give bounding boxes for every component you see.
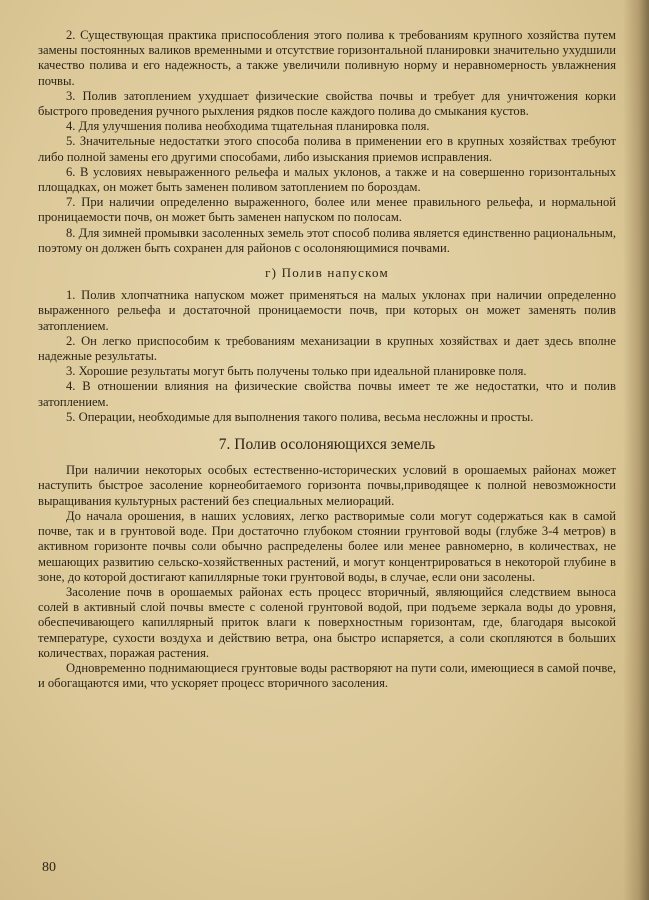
paragraph-b-2: 2. Он легко приспособим к требованиям механизации в крупных хозяйствах и дает здесь вполне надежные результаты. bbox=[38, 333, 616, 364]
paragraph-b-5: 5. Операции, необходимые для выполнения такого полива, весьма несложны и просты. bbox=[66, 409, 534, 424]
page-number: 80 bbox=[42, 860, 56, 875]
page-content bbox=[38, 28, 616, 691]
paragraph-a-2: 2. Существующая практика приспособления этого полива к требованиям крупного хозяйства путем замены постоянных валиков временными и отсутствие горизонтальной планировки значительно ухудшили качество полива и его надежность, а также увеличили поливную норму и неравномерность увлажнения почвы. bbox=[38, 28, 616, 88]
paragraph-c-2: До начала орошения, в наших условиях, легко растворимые соли могут содержаться как в самой почве, так и в грунтовой воде. При достаточно глубоком стоянии грунтовой воды (глубже 3-4 метров) в активном горизонте почвы соли обычно распределены более или менее равномерно, в количествах, не мешающих развитию сельско-хозяйственных растений, и могут концентрироваться в некоторой глубине в зоне, до которой достигают капиллярные токи грунтовой воды, в случае, если они засолены. bbox=[38, 508, 616, 584]
paragraph-a-3: 3. Полив затоплением ухудшает физические свойства почвы и требует для уничтожения корки быстрого проведения ручного рыхления рядков после каждого полива до смыкания кустов. bbox=[38, 88, 616, 119]
paragraph-a-6: 6. В условиях невыраженного рельефа и малых уклонов, а также и на совершенно горизонтальных площадках, он может быть заменен поливом затоплением по бороздам. bbox=[38, 164, 616, 195]
paragraph-c-4: Одновременно поднимающиеся грунтовые воды растворяют на пути соли, имеющиеся в самой почве, и обогащаются ими, что ускоряет процесс вторичного засоления. bbox=[38, 660, 616, 691]
paragraph-a-5: 5. Значительные недостатки этого способа полива в применении его в крупных хозяйствах требуют либо полной замены его другими способами, либо изыскания приемов исправления. bbox=[38, 134, 616, 164]
paragraph-b-3: 3. Хорошие результаты могут быть получены только при идеальной планировке поля. bbox=[66, 364, 527, 379]
page-spine-shadow bbox=[623, 0, 649, 900]
subheading: г) Полив напуском bbox=[265, 265, 389, 281]
paragraph-b-1: 1. Полив хлопчатника напуском может применяться на малых уклонах при наличии определенно выраженного рельефа и достаточной проницаемости почв, при которых он может заменять полив затоплением. bbox=[38, 288, 616, 333]
paragraph-a-8: 8. Для зимней промывки засоленных земель этот способ полива является единственно рациональным, поэтому он должен быть сохранен для районов с осолоняющимися почвами. bbox=[38, 225, 616, 255]
paragraph-b-4: 4. В отношении влияния на физические свойства почвы имеет те же недостатки, что и полив затоплением. bbox=[38, 379, 616, 409]
section-title: 7. Полив осолоняющихся земель bbox=[218, 436, 436, 454]
paragraph-c-3: Засоление почв в орошаемых районах есть процесс вторичный, являющийся следствием выноса солей в активный слой почвы вместе с соленой грунтовой водой, при подъеме зеркала воды до уровня, обеспечивающего капиллярный приток влаги к поверхностным горизонтам, где, благодаря высокой температуре, сухости воздуха и действию ветра, она быстро испаряется, а соли скопляются в больших количествах, поражая растения. bbox=[38, 584, 616, 660]
paragraph-c-1: При наличии некоторых особых естественно-исторических условий в орошаемых районах может наступить быстрое засоление корнеобитаемого горизонта почвы,приводящее к полной невозможности выращивания культурных растений без специальных мелиораций. bbox=[38, 463, 616, 508]
paragraph-a-7: 7. При наличии определенно выраженного, более или менее правильного рельефа, и нормальной проницаемости почв, он может быть заменен напуском по полосам. bbox=[38, 195, 616, 225]
paragraph-a-4: 4. Для улучшения полива необходима тщательная планировка поля. bbox=[66, 119, 430, 134]
